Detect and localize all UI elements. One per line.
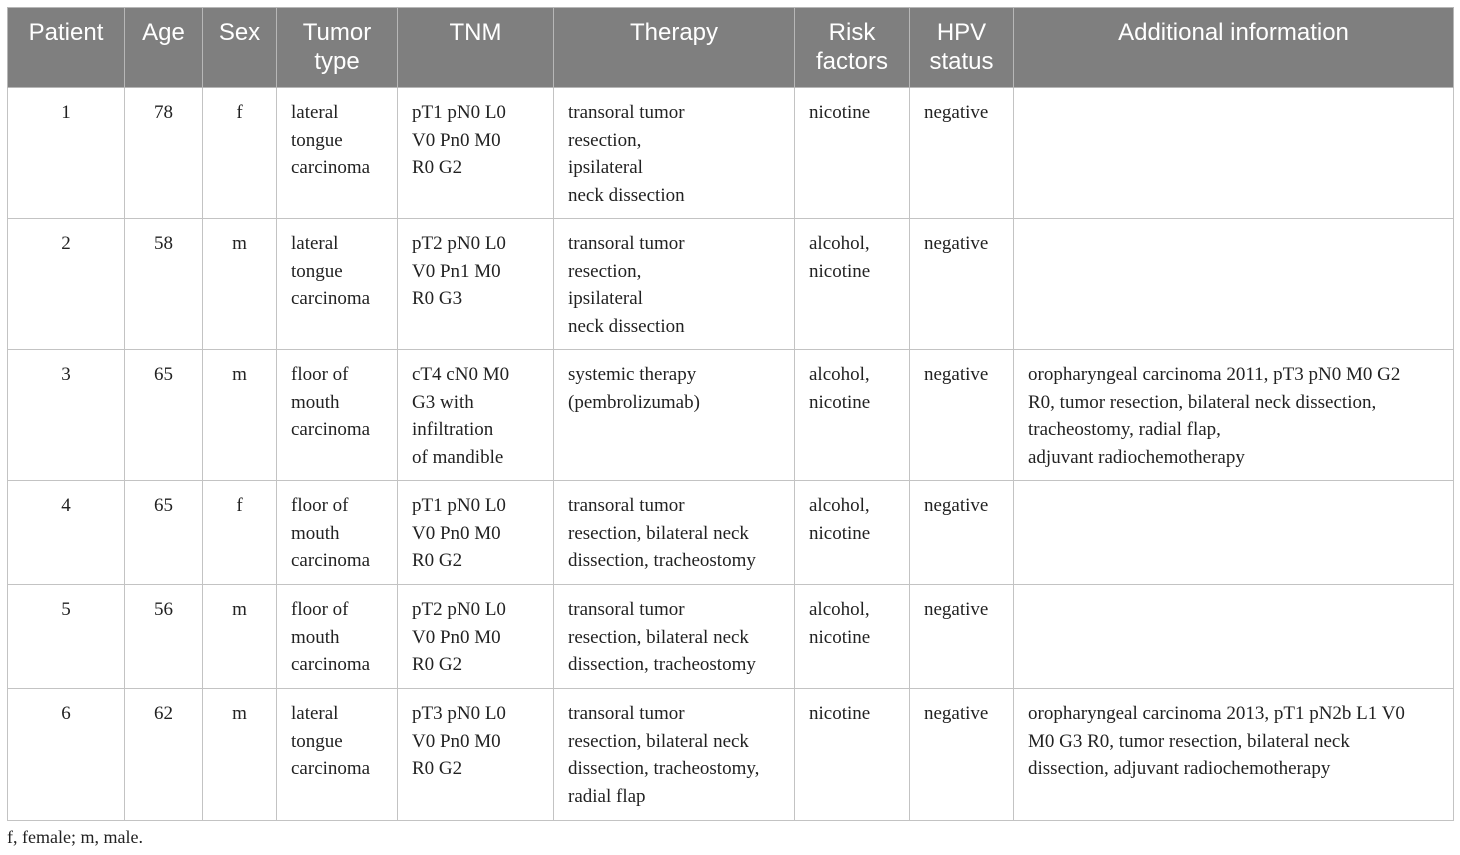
cell-age: 56	[125, 585, 203, 689]
cell-tnm: pT1 pN0 L0 V0 Pn0 M0 R0 G2	[398, 88, 554, 219]
cell-therapy: transoral tumor resection, bilateral neck dissection, tracheostomy	[554, 481, 795, 585]
cell-tnm: cT4 cN0 M0 G3 with infiltration of mandible	[398, 350, 554, 481]
cell-tnm: pT3 pN0 L0 V0 Pn0 M0 R0 G2	[398, 689, 554, 821]
cell-additional-information	[1014, 88, 1454, 219]
cell-therapy: transoral tumor resection, ipsilateral neck dissection	[554, 88, 795, 219]
cell-tumor-type: floor of mouth carcinoma	[277, 350, 398, 481]
cell-age: 65	[125, 350, 203, 481]
cell-sex: f	[203, 88, 277, 219]
cell-additional-information: oropharyngeal carcinoma 2011, pT3 pN0 M0 G2 R0, tumor resection, bilateral neck dissection, tracheostomy, radial flap, adjuvant radiochemotherapy	[1014, 350, 1454, 481]
cell-risk-factors: alcohol, nicotine	[795, 481, 910, 585]
cell-additional-information	[1014, 219, 1454, 350]
cell-additional-information: oropharyngeal carcinoma 2013, pT1 pN2b L1 V0 M0 G3 R0, tumor resection, bilateral neck dissection, adjuvant radiochemotherapy	[1014, 689, 1454, 821]
cell-tumor-type: lateral tongue carcinoma	[277, 219, 398, 350]
cell-sex: m	[203, 689, 277, 821]
cell-risk-factors: nicotine	[795, 88, 910, 219]
header-age: Age	[125, 8, 203, 88]
cell-patient: 4	[8, 481, 125, 585]
cell-tnm: pT2 pN0 L0 V0 Pn0 M0 R0 G2	[398, 585, 554, 689]
cell-tumor-type: floor of mouth carcinoma	[277, 585, 398, 689]
table-header	[8, 8, 1454, 88]
cell-patient: 3	[8, 350, 125, 481]
cell-additional-information	[1014, 585, 1454, 689]
cell-tnm: pT1 pN0 L0 V0 Pn0 M0 R0 G2	[398, 481, 554, 585]
cell-patient: 2	[8, 219, 125, 350]
cell-sex: m	[203, 585, 277, 689]
table-row	[8, 689, 1454, 821]
cell-risk-factors: alcohol, nicotine	[795, 350, 910, 481]
cell-sex: m	[203, 219, 277, 350]
cell-age: 58	[125, 219, 203, 350]
header-therapy: Therapy	[554, 8, 795, 88]
cell-hpv-status: negative	[910, 481, 1014, 585]
cell-tnm: pT2 pN0 L0 V0 Pn1 M0 R0 G3	[398, 219, 554, 350]
cell-therapy: transoral tumor resection, bilateral neck dissection, tracheostomy, radial flap	[554, 689, 795, 821]
cell-age: 65	[125, 481, 203, 585]
cell-risk-factors: alcohol, nicotine	[795, 219, 910, 350]
table-row	[8, 219, 1454, 350]
cell-risk-factors: alcohol, nicotine	[795, 585, 910, 689]
cell-sex: f	[203, 481, 277, 585]
cell-tumor-type: floor of mouth carcinoma	[277, 481, 398, 585]
cell-therapy: transoral tumor resection, ipsilateral neck dissection	[554, 219, 795, 350]
header-additional-information: Additional information	[1014, 8, 1454, 88]
header-tnm: TNM	[398, 8, 554, 88]
cell-hpv-status: negative	[910, 585, 1014, 689]
header-risk-factors: Risk factors	[795, 8, 910, 88]
cell-sex: m	[203, 350, 277, 481]
header-patient: Patient	[8, 8, 125, 88]
header-row	[8, 8, 1454, 88]
cell-additional-information	[1014, 481, 1454, 585]
header-hpv-status: HPV status	[910, 8, 1014, 88]
cell-hpv-status: negative	[910, 350, 1014, 481]
table-row	[8, 585, 1454, 689]
cell-tumor-type: lateral tongue carcinoma	[277, 88, 398, 219]
cell-tumor-type: lateral tongue carcinoma	[277, 689, 398, 821]
cell-age: 78	[125, 88, 203, 219]
cell-patient: 6	[8, 689, 125, 821]
table-row	[8, 350, 1454, 481]
table-row	[8, 88, 1454, 219]
header-tumor-type: Tumor type	[277, 8, 398, 88]
cell-therapy: systemic therapy (pembrolizumab)	[554, 350, 795, 481]
table-row	[8, 481, 1454, 585]
cell-hpv-status: negative	[910, 88, 1014, 219]
cell-age: 62	[125, 689, 203, 821]
cell-risk-factors: nicotine	[795, 689, 910, 821]
cell-patient: 5	[8, 585, 125, 689]
cell-hpv-status: negative	[910, 219, 1014, 350]
cell-hpv-status: negative	[910, 689, 1014, 821]
patient-characteristics-table	[7, 7, 1454, 821]
cell-patient: 1	[8, 88, 125, 219]
cell-therapy: transoral tumor resection, bilateral neck dissection, tracheostomy	[554, 585, 795, 689]
table-footnote: f, female; m, male.	[7, 827, 143, 847]
header-sex: Sex	[203, 8, 277, 88]
table-body	[8, 88, 1454, 821]
